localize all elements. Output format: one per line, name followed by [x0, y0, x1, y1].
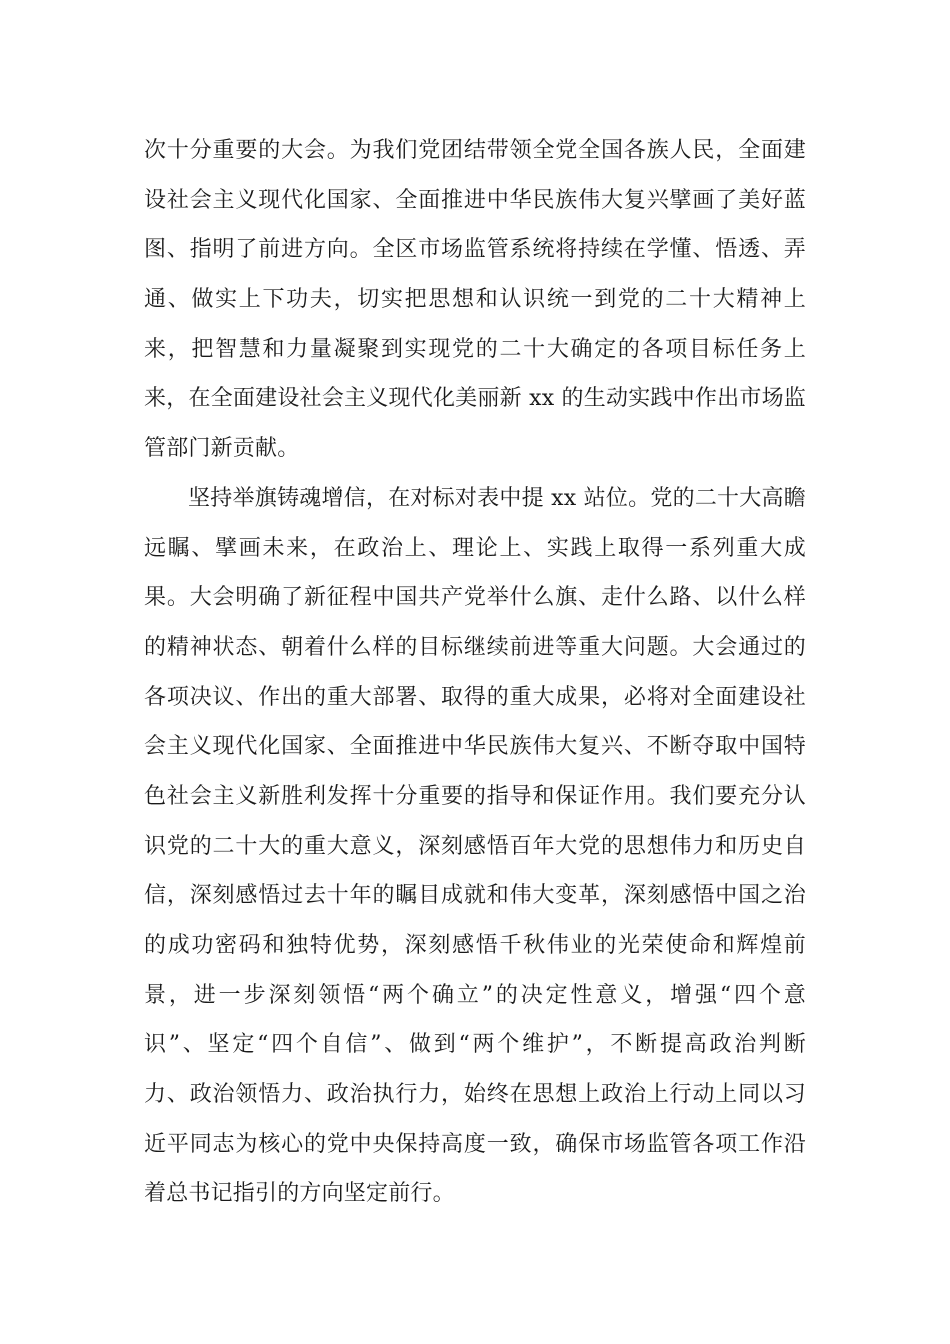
text-line: 会主义现代化国家、全面推进中华民族伟大复兴、不断夺取中国特 — [144, 734, 806, 760]
text-line: 图、指明了前进方向。全区市场监管系统将持续在学懂、悟透、弄 — [144, 237, 806, 263]
text-line: 识党的二十大的重大意义，深刻感悟百年大党的思想伟力和历史自 — [144, 833, 806, 859]
text-line: 着总书记指引的方向坚定前行。 — [144, 1181, 455, 1207]
text-line: 信，深刻感悟过去十年的瞩目成就和伟大变革，深刻感悟中国之治 — [144, 883, 806, 909]
text-line: 的精神状态、朝着什么样的目标继续前进等重大问题。大会通过的 — [144, 634, 806, 660]
text-line: 近平同志为核心的党中央保持高度一致，确保市场监管各项工作沿 — [144, 1131, 806, 1157]
paragraph-heading-line: 坚持举旗铸魂增信，在对标对表中提 xx 站位。党的二十大高瞻 — [188, 485, 806, 511]
text-line: 力、政治领悟力、政治执行力，始终在思想上政治上行动上同以习 — [144, 1082, 806, 1108]
text-line: 设社会主义现代化国家、全面推进中华民族伟大复兴擘画了美好蓝 — [144, 187, 806, 213]
text-line: 色社会主义新胜利发挥十分重要的指导和保证作用。我们要充分认 — [144, 783, 806, 809]
text-line: 景，进一步深刻领悟“两个确立”的决定性意义，增强“四个意 — [144, 982, 806, 1008]
text-line: 各项决议、作出的重大部署、取得的重大成果，必将对全面建设社 — [144, 684, 806, 710]
text-line: 果。大会明确了新征程中国共产党举什么旗、走什么路、以什么样 — [144, 585, 806, 611]
body-text — [144, 126, 806, 1219]
text-line: 管部门新贡献。 — [144, 436, 300, 462]
text-line: 次十分重要的大会。为我们党团结带领全党全国各族人民，全面建 — [144, 138, 806, 163]
text-line: 远瞩、擘画未来，在政治上、理论上、实践上取得一系列重大成 — [144, 535, 806, 561]
text-line: 的成功密码和独特优势，深刻感悟千秋伟业的光荣使命和辉煌前 — [144, 933, 806, 958]
text-line: 识”、坚定“四个自信”、做到“两个维护”，不断提高政治判断 — [144, 1032, 806, 1058]
text-line: 通、做实上下功夫，切实把思想和认识统一到党的二十大精神上 — [144, 287, 806, 313]
text-line: 来，把智慧和力量凝聚到实现党的二十大确定的各项目标任务上 — [144, 336, 806, 362]
text-line: 来，在全面建设社会主义现代化美丽新 xx 的生动实践中作出市场监 — [144, 386, 806, 412]
